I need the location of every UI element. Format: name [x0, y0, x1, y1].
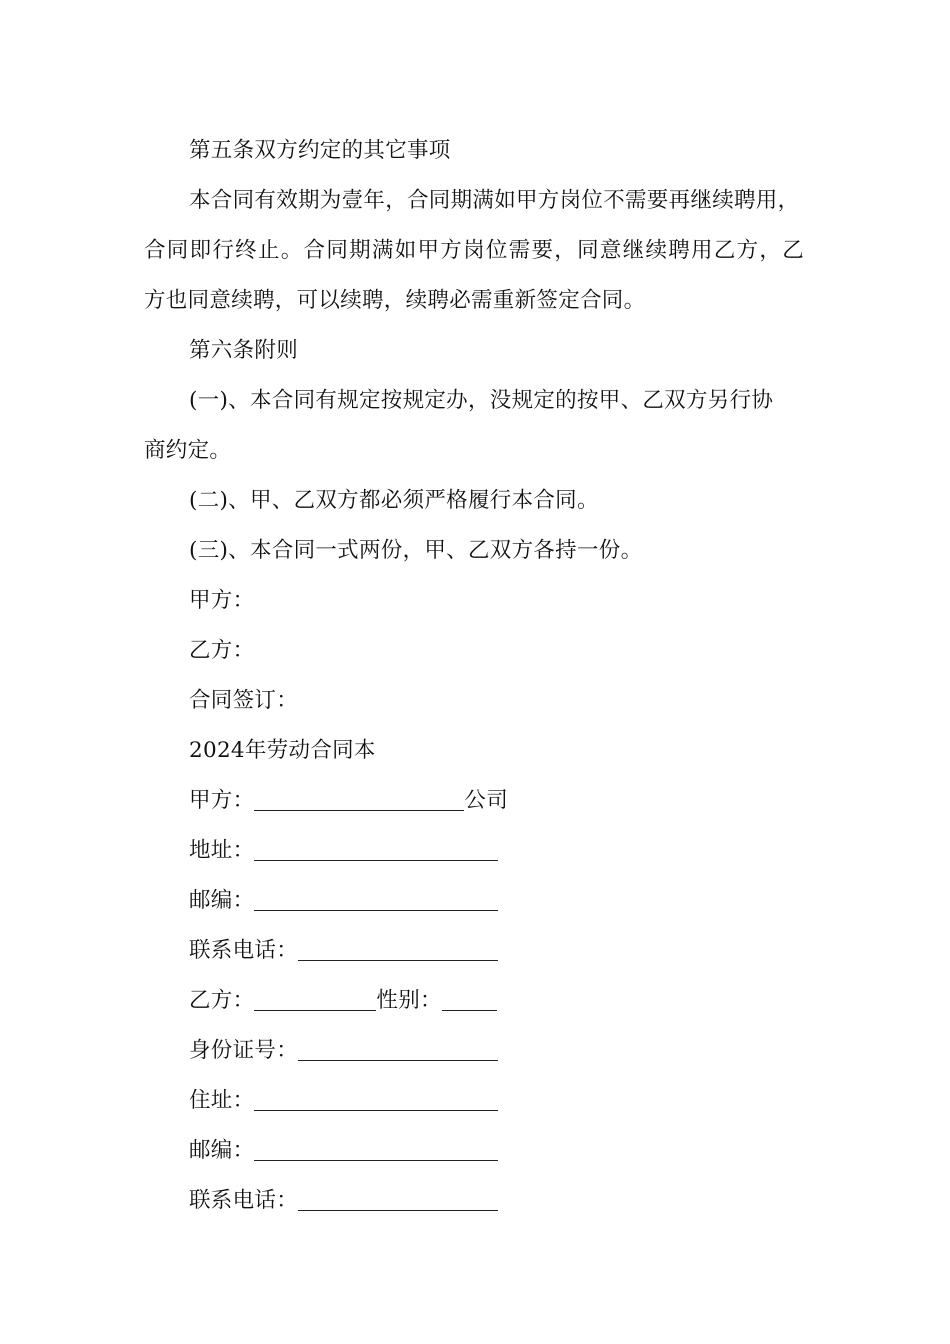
article-6-title: 第六条附则	[189, 338, 299, 363]
address-label: 地址：	[189, 838, 255, 863]
gender-label: 性别：	[376, 988, 442, 1013]
article-6-item-1-line-1: (一)、本合同有规定按规定办，没规定的按甲、乙双方另行协	[189, 388, 774, 413]
party-b-address-blank[interactable]	[254, 1086, 498, 1111]
party-a-phone-row	[189, 936, 859, 966]
article-5-paragraph-line-1: 本合同有效期为壹年，合同期满如甲方岗位不需要再继续聘用，	[189, 188, 800, 213]
article-6-item-1-line-2: 商约定。	[144, 438, 232, 463]
postcode-label: 邮编：	[189, 888, 255, 913]
contract-signed-label: 合同签订：	[189, 688, 299, 713]
party-b-id-row	[189, 1036, 859, 1066]
phone-label: 联系电话：	[189, 1188, 299, 1213]
party-a-address-row	[189, 836, 859, 866]
party-b-signature-label: 乙方：	[189, 638, 255, 663]
id-number-blank[interactable]	[298, 1036, 498, 1061]
party-b-phone-blank[interactable]	[298, 1186, 498, 1211]
party-a-address-blank[interactable]	[254, 836, 498, 861]
article-6-item-2: (二)、甲、乙双方都必须严格履行本合同。	[189, 488, 599, 513]
party-b-postcode-blank[interactable]	[254, 1136, 498, 1161]
party-a-phone-blank[interactable]	[298, 936, 498, 961]
party-a-signature-label: 甲方：	[189, 588, 255, 613]
postcode-label: 邮编：	[189, 1138, 255, 1163]
gender-blank[interactable]	[442, 986, 497, 1011]
article-6-item-3: (三)、本合同一式两份，甲、乙双方各持一份。	[189, 538, 643, 563]
party-b-phone-row	[189, 1186, 859, 1216]
party-b-label: 乙方：	[189, 988, 255, 1013]
party-a-postcode-blank[interactable]	[254, 886, 498, 911]
party-b-name-blank[interactable]	[254, 986, 376, 1011]
party-b-postcode-row	[189, 1136, 859, 1166]
residence-label: 住址：	[189, 1088, 255, 1113]
party-a-row	[189, 786, 859, 816]
party-b-row	[189, 986, 859, 1016]
party-a-label: 甲方：	[189, 788, 255, 813]
article-5-paragraph-line-2: 合同即行终止。合同期满如甲方岗位需要，同意继续聘用乙方，乙	[144, 238, 804, 263]
party-a-company-blank[interactable]	[254, 786, 464, 811]
party-a-company-suffix: 公司	[464, 788, 509, 813]
article-5-paragraph-line-3: 方也同意续聘，可以续聘，续聘必需重新签定合同。	[144, 288, 646, 313]
contract-title: 2024年劳动合同本	[189, 738, 376, 763]
id-number-label: 身份证号：	[189, 1038, 299, 1063]
phone-label: 联系电话：	[189, 938, 299, 963]
article-5-title: 第五条双方约定的其它事项	[189, 138, 451, 163]
party-b-address-row	[189, 1086, 859, 1116]
party-a-postcode-row	[189, 886, 859, 916]
